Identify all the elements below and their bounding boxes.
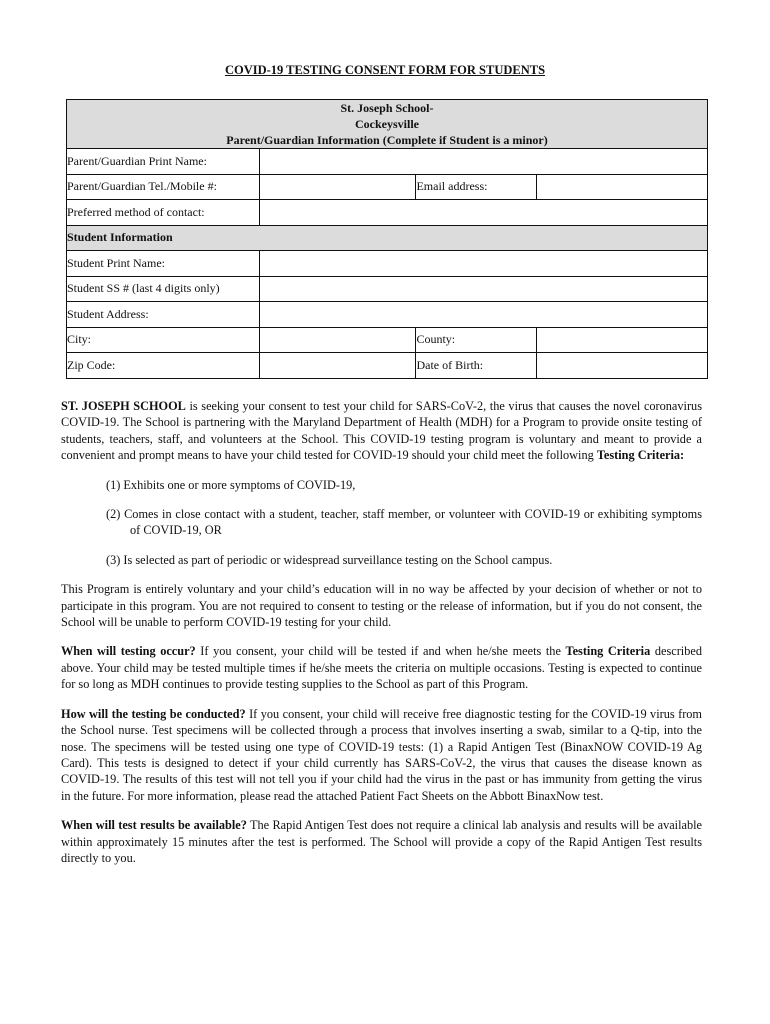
results-paragraph: [61, 817, 702, 866]
results-question: When will test results be available?: [61, 818, 247, 833]
parent-name-field[interactable]: [259, 149, 707, 175]
how-testing-paragraph: [61, 706, 702, 804]
student-ss-field[interactable]: [259, 276, 707, 302]
parent-name-label: Parent/Guardian Print Name:: [67, 149, 260, 175]
dob-field[interactable]: [537, 353, 708, 379]
county-label: County:: [416, 327, 537, 353]
school-name-lead: ST. JOSEPH SCHOOL: [61, 399, 186, 413]
how-testing-question: How will the testing be conducted?: [61, 706, 246, 721]
criterion-1: (1) Exhibits one or more symptoms of COVID-19,: [106, 477, 356, 492]
testing-criteria-ref: Testing Criteria: [565, 644, 651, 659]
school-name: St. Joseph School-: [340, 101, 434, 115]
city-label: City:: [67, 327, 260, 353]
student-address-label: Student Address:: [67, 302, 260, 328]
testing-criteria-label: Testing Criteria:: [596, 448, 685, 463]
intro-text: is seeking your consent to test your child for SARS-CoV-2, the virus that causes the novel coronavirus COVID-19. The School is partnering with the Maryland Department of Health (MDH) for a Program to provide onsite testing of students, teachers, staff, and volunteers at the School. This COVID-19 testing program is voluntary and meant to provide a convenient and prompt means to have your child tested for COVID-19 should your child meet the following: [61, 399, 702, 463]
school-header: [67, 100, 708, 149]
zip-label: Zip Code:: [67, 353, 260, 379]
when-testing-paragraph: [61, 643, 702, 692]
intro-paragraph: [61, 398, 702, 464]
email-field[interactable]: [537, 174, 708, 200]
parent-tel-label: Parent/Guardian Tel./Mobile #:: [67, 174, 260, 200]
county-field[interactable]: [537, 327, 708, 353]
consent-body: [61, 398, 702, 879]
email-label: Email address:: [416, 174, 537, 200]
city-field[interactable]: [259, 327, 416, 353]
when-testing-question: When will testing occur?: [61, 644, 196, 659]
student-ss-label: Student SS # (last 4 digits only): [67, 276, 260, 302]
voluntary-paragraph: This Program is entirely voluntary and your child’s education will in no way be affected by your decision of whether or not to participate in this program. You are not required to consent to testing or the release of information, but if you do not consent, the School will be unable to perform COVID-19 testing for your child.: [61, 582, 702, 630]
results-answer: The Rapid Antigen Test does not require a clinical lab analysis and results will be available within approximately 15 minutes after the test is performed. The School will provide a copy of the Rapid Antigen Test results directly to you.: [61, 818, 702, 865]
student-name-label: Student Print Name:: [67, 251, 260, 277]
criterion-3: (3) Is selected as part of periodic or widespread surveillance testing on the School campus.: [106, 552, 553, 567]
parent-section-title: Parent/Guardian Information (Complete if Student is a minor): [226, 133, 548, 147]
zip-field[interactable]: [259, 353, 416, 379]
information-table: [66, 99, 708, 379]
parent-tel-field[interactable]: [259, 174, 416, 200]
student-address-field[interactable]: [259, 302, 707, 328]
contact-method-field[interactable]: [259, 200, 707, 226]
school-location: Cockeysville: [355, 117, 419, 131]
criterion-2: (2) Comes in close contact with a student, teacher, staff member, or volunteer with COVID-19 or exhibiting symptoms of COVID-19, OR: [106, 507, 702, 538]
dob-label: Date of Birth:: [416, 353, 537, 379]
contact-method-label: Preferred method of contact:: [67, 200, 260, 226]
when-testing-answer-2: described above. Your child may be tested multiple times if he/she meets the criteria on multiple occasions. Testing is expected to continue for so long as MDH continues to provide testing supplies to the School as part of this Program.: [61, 644, 702, 692]
how-testing-answer: If you consent, your child will receive free diagnostic testing for the COVID-19 virus from the School nurse. Test specimens will be collected through a process that involves inserting a swab, similar to a Q-tip, into the nose. The specimens will be tested using one type of COVID-19 tests: (1) a Rapid Antigen Test (BinaxNOW COVID-19 Ag Card). This tests is designed to detect if your child currently has SARS-CoV-2, the virus that causes the disease known as COVID-19. The results of this test will not tell you if your child had the virus in the past or has immunity from getting the virus in the future. For more information, please read the attached Patient Fact Sheets on the Abbott BinaxNow test.: [61, 706, 703, 803]
when-testing-answer-1: If you consent, your child will be tested if and when he/she meets the: [195, 644, 566, 659]
form-title: COVID-19 TESTING CONSENT FORM FOR STUDENTS: [224, 63, 546, 77]
student-name-field[interactable]: [259, 251, 707, 277]
student-section-title: Student Information: [67, 225, 708, 251]
